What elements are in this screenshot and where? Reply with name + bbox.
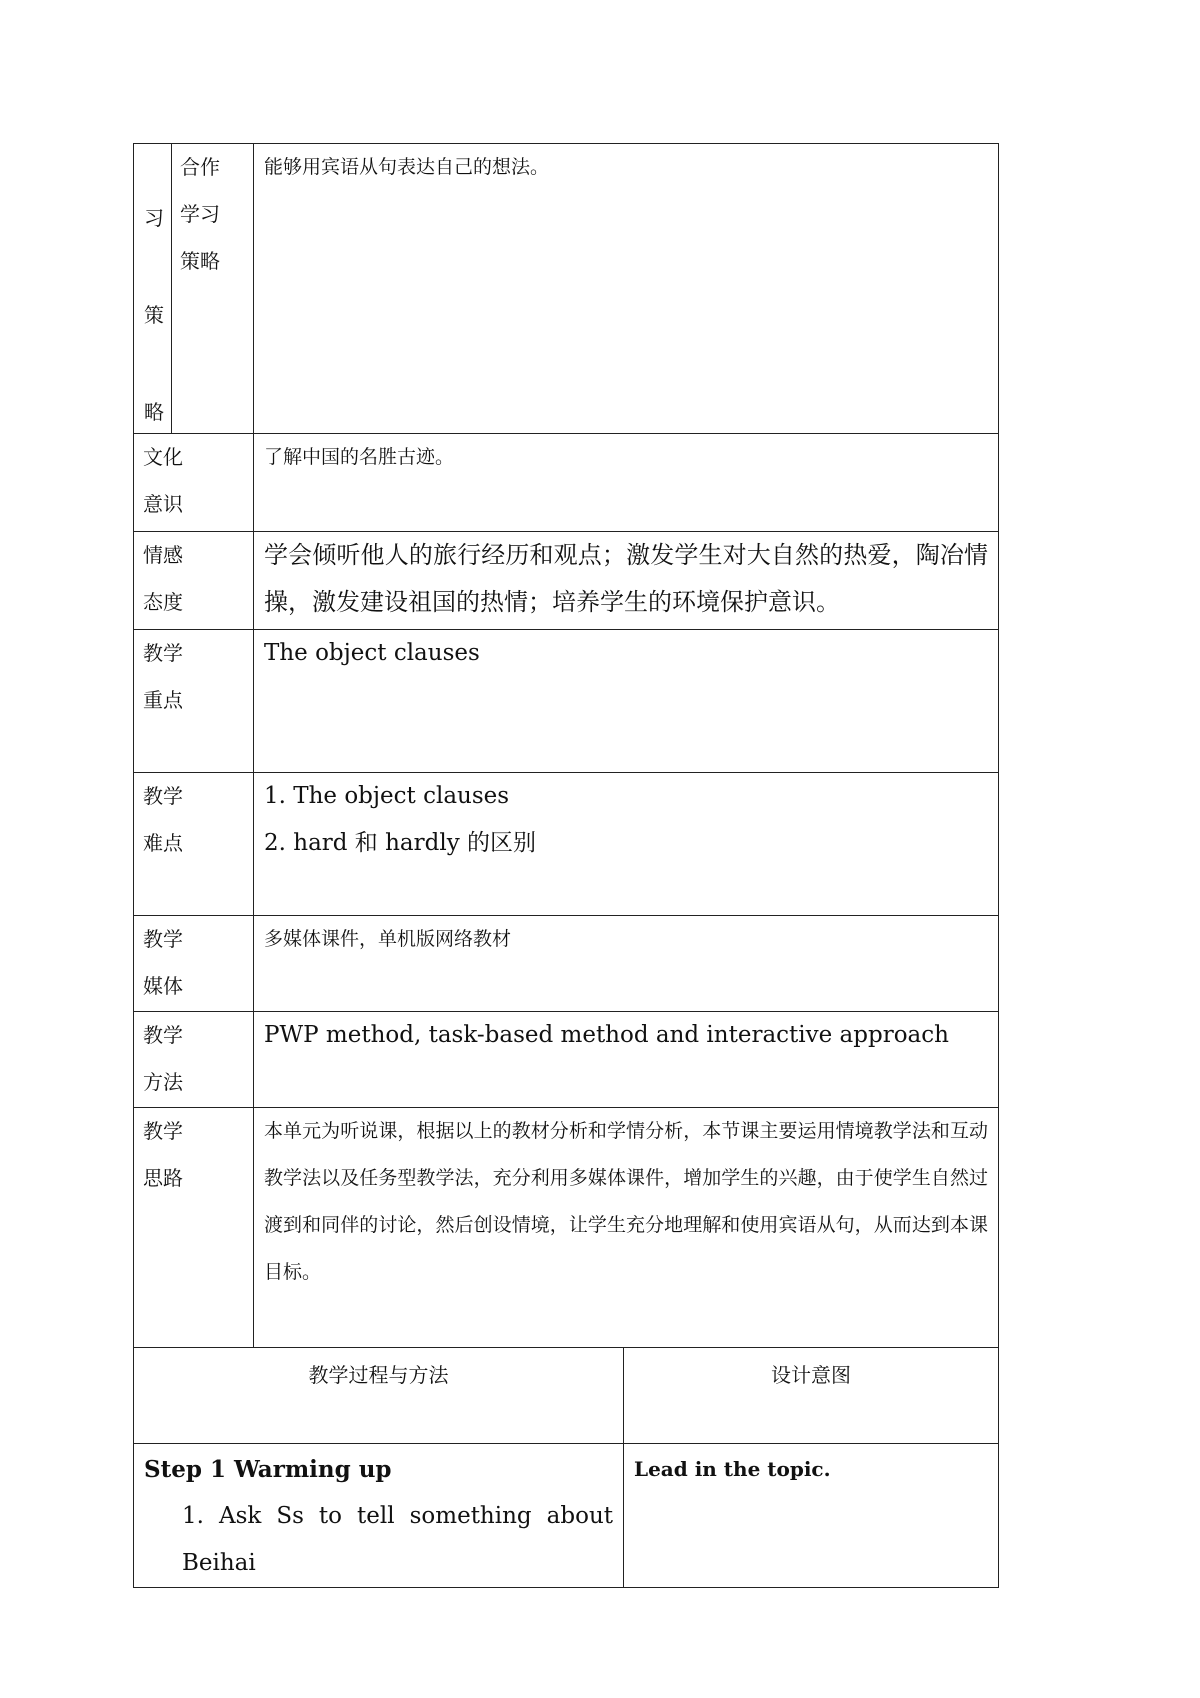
ideas-label-line-2: 思路 bbox=[143, 1166, 183, 1190]
strategy-label-line-1: 合作 bbox=[180, 155, 220, 179]
culture-label bbox=[134, 434, 254, 532]
strategy-label-line-3: 策略 bbox=[180, 249, 220, 273]
strategy-outer-char-1: 习 bbox=[144, 206, 164, 230]
media-content: 多媒体课件，单机版网络教材 bbox=[254, 916, 999, 1012]
ideas-content: 本单元为听说课，根据以上的教材分析和学情分析，本节课主要运用情境教学法和互动教学法以及任务型教学法，充分利用多媒体课件，增加学生的兴趣，由于使学生自然过渡到和同伴的讨论，然后创设情境，让学生充分地理解和使用宾语从句，从而达到本课目标。 bbox=[254, 1108, 999, 1348]
lesson-plan-table bbox=[133, 143, 999, 1588]
emotion-content: 学会倾听他人的旅行经历和观点；激发学生对大自然的热爱，陶冶情操，激发建设祖国的热情；培养学生的环境保护意识。 bbox=[254, 532, 999, 630]
step1-line-1: 1. Ask Ss to tell something about Beihai bbox=[182, 1503, 613, 1576]
methods-label bbox=[134, 1012, 254, 1108]
media-label bbox=[134, 916, 254, 1012]
difficulties-label-line-2: 难点 bbox=[143, 831, 183, 855]
methods-content: PWP method, task-based method and interactive approach bbox=[254, 1012, 999, 1108]
ideas-row bbox=[134, 1108, 999, 1348]
strategy-row bbox=[134, 144, 999, 434]
step1-cell bbox=[134, 1444, 624, 1588]
process-header-left: 教学过程与方法 bbox=[134, 1348, 624, 1444]
difficulty-item-1: 1. The object clauses bbox=[264, 783, 510, 809]
step1-row bbox=[134, 1444, 999, 1588]
strategy-outer-label bbox=[134, 144, 172, 434]
key-points-label-line-1: 教学 bbox=[143, 641, 183, 665]
key-points-content: The object clauses bbox=[254, 630, 999, 773]
methods-label-line-2: 方法 bbox=[143, 1070, 183, 1094]
step1-intent: Lead in the topic. bbox=[624, 1444, 999, 1588]
key-points-label-line-2: 重点 bbox=[143, 688, 183, 712]
strategy-outer-char-2: 策 bbox=[144, 303, 164, 327]
process-header-row bbox=[134, 1348, 999, 1444]
strategy-inner-label bbox=[172, 144, 254, 434]
difficulties-label-line-1: 教学 bbox=[143, 784, 183, 808]
difficulties-row bbox=[134, 773, 999, 916]
strategy-content: 能够用宾语从句表达自己的想法。 bbox=[254, 144, 999, 434]
culture-content: 了解中国的名胜古迹。 bbox=[254, 434, 999, 532]
culture-row bbox=[134, 434, 999, 532]
step1-title: Step 1 Warming up bbox=[144, 1456, 392, 1483]
key-points-label bbox=[134, 630, 254, 773]
process-header-right: 设计意图 bbox=[624, 1348, 999, 1444]
ideas-label-line-1: 教学 bbox=[143, 1119, 183, 1143]
strategy-label-line-2: 学习 bbox=[180, 202, 220, 226]
methods-label-line-1: 教学 bbox=[143, 1023, 183, 1047]
difficulties-label bbox=[134, 773, 254, 916]
key-points-row bbox=[134, 630, 999, 773]
culture-label-line-1: 文化 bbox=[143, 445, 183, 469]
emotion-label-line-2: 态度 bbox=[143, 590, 183, 614]
emotion-label bbox=[134, 532, 254, 630]
culture-label-line-2: 意识 bbox=[143, 492, 183, 516]
difficulty-item-2: 2. hard 和 hardly 的区别 bbox=[264, 830, 537, 856]
media-row bbox=[134, 916, 999, 1012]
difficulties-content bbox=[254, 773, 999, 916]
emotion-row bbox=[134, 532, 999, 630]
media-label-line-1: 教学 bbox=[143, 927, 183, 951]
ideas-label bbox=[134, 1108, 254, 1348]
strategy-outer-char-3: 略 bbox=[144, 400, 164, 424]
emotion-label-line-1: 情感 bbox=[143, 543, 183, 567]
media-label-line-2: 媒体 bbox=[143, 974, 183, 998]
methods-row bbox=[134, 1012, 999, 1108]
